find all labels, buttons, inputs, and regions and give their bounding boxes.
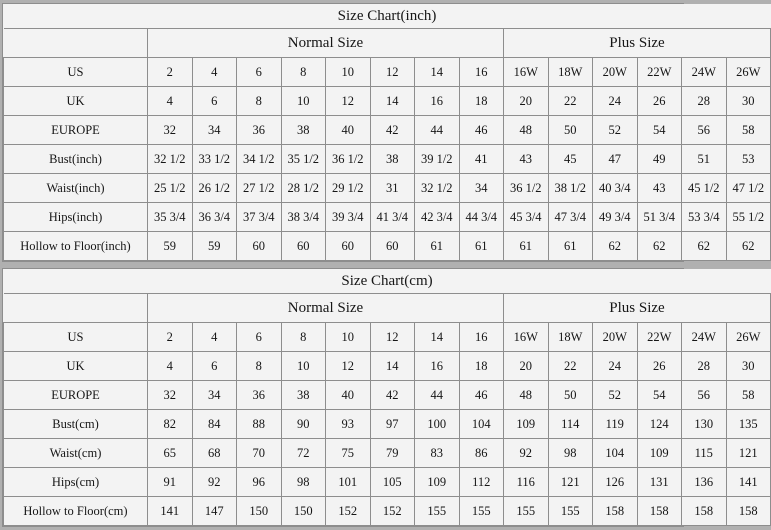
cell: 26W — [726, 323, 771, 352]
cell: 54 — [637, 381, 682, 410]
row-label: Bust(cm) — [4, 410, 148, 439]
table-row — [4, 323, 771, 352]
cell: 150 — [237, 497, 282, 526]
cell: 84 — [192, 410, 237, 439]
cell: 54 — [637, 116, 682, 145]
table-row — [4, 145, 771, 174]
cell: 28 — [682, 352, 727, 381]
cell: 42 — [370, 381, 415, 410]
cell: 141 — [726, 468, 771, 497]
row-label: Hollow to Floor(inch) — [4, 232, 148, 261]
cell: 52 — [593, 381, 638, 410]
row-label: Waist(inch) — [4, 174, 148, 203]
row-label: Hips(cm) — [4, 468, 148, 497]
cell: 20W — [593, 323, 638, 352]
cell: 8 — [237, 87, 282, 116]
cell: 28 1/2 — [281, 174, 326, 203]
cell: 10 — [281, 352, 326, 381]
cell: 38 — [370, 145, 415, 174]
table-row — [4, 58, 771, 87]
cell: 150 — [281, 497, 326, 526]
cell: 121 — [548, 468, 593, 497]
table-row — [4, 87, 771, 116]
cell: 61 — [504, 232, 549, 261]
cell: 105 — [370, 468, 415, 497]
cell: 22W — [637, 58, 682, 87]
cell: 62 — [637, 232, 682, 261]
cell: 45 3/4 — [504, 203, 549, 232]
cell: 29 1/2 — [326, 174, 371, 203]
cell: 56 — [682, 381, 727, 410]
size-chart-cm — [2, 268, 761, 527]
cell: 45 1/2 — [682, 174, 727, 203]
cell: 38 3/4 — [281, 203, 326, 232]
cell: 32 1/2 — [148, 145, 193, 174]
cell: 65 — [148, 439, 193, 468]
cell: 8 — [281, 323, 326, 352]
cell: 34 — [192, 381, 237, 410]
cell: 30 — [726, 352, 771, 381]
cell: 50 — [548, 116, 593, 145]
cell: 92 — [504, 439, 549, 468]
group-header-blank — [4, 294, 148, 323]
cell: 158 — [637, 497, 682, 526]
table-row — [4, 381, 771, 410]
cell: 50 — [548, 381, 593, 410]
cell: 155 — [548, 497, 593, 526]
cell: 34 — [459, 174, 504, 203]
table-row — [4, 174, 771, 203]
cell: 55 1/2 — [726, 203, 771, 232]
cell: 155 — [415, 497, 460, 526]
cell: 40 — [326, 116, 371, 145]
row-label: UK — [4, 87, 148, 116]
cell: 14 — [415, 58, 460, 87]
cell: 44 — [415, 381, 460, 410]
table-row — [4, 232, 771, 261]
cell: 68 — [192, 439, 237, 468]
cell: 124 — [637, 410, 682, 439]
cell: 46 — [459, 381, 504, 410]
cell: 4 — [192, 323, 237, 352]
size-chart-inch-table — [3, 4, 771, 261]
cell: 16W — [504, 323, 549, 352]
cell: 109 — [415, 468, 460, 497]
cell: 51 — [682, 145, 727, 174]
cell: 28 — [682, 87, 727, 116]
cell: 62 — [682, 232, 727, 261]
cell: 24 — [593, 352, 638, 381]
cell: 155 — [459, 497, 504, 526]
cell: 2 — [148, 58, 193, 87]
cell: 4 — [148, 87, 193, 116]
cell: 141 — [148, 497, 193, 526]
cell: 40 3/4 — [593, 174, 638, 203]
cell: 18W — [548, 58, 593, 87]
cell: 136 — [682, 468, 727, 497]
cell: 20 — [504, 352, 549, 381]
cell: 37 3/4 — [237, 203, 282, 232]
cell: 56 — [682, 116, 727, 145]
cell: 24W — [682, 58, 727, 87]
cell: 104 — [593, 439, 638, 468]
cell: 116 — [504, 468, 549, 497]
cell: 43 — [637, 174, 682, 203]
cell: 52 — [593, 116, 638, 145]
row-label: Hollow to Floor(cm) — [4, 497, 148, 526]
table-row — [4, 410, 771, 439]
cell: 16 — [415, 352, 460, 381]
table-row — [4, 497, 771, 526]
cell: 22 — [548, 87, 593, 116]
row-label: US — [4, 323, 148, 352]
size-chart-cm-table — [3, 269, 771, 526]
cell: 104 — [459, 410, 504, 439]
cell: 39 3/4 — [326, 203, 371, 232]
cell: 42 — [370, 116, 415, 145]
cell: 24W — [682, 323, 727, 352]
row-label: EUROPE — [4, 381, 148, 410]
cell: 44 3/4 — [459, 203, 504, 232]
cell: 155 — [504, 497, 549, 526]
cell: 10 — [281, 87, 326, 116]
cell: 75 — [326, 439, 371, 468]
cell: 35 3/4 — [148, 203, 193, 232]
cell: 147 — [192, 497, 237, 526]
cell: 158 — [726, 497, 771, 526]
group-header-normal: Normal Size — [148, 294, 504, 323]
cell: 126 — [593, 468, 638, 497]
cell: 12 — [370, 323, 415, 352]
cell: 27 1/2 — [237, 174, 282, 203]
cell: 10 — [326, 323, 371, 352]
cell: 60 — [281, 232, 326, 261]
row-label: Hips(inch) — [4, 203, 148, 232]
table-row — [4, 439, 771, 468]
table-row — [4, 352, 771, 381]
cell: 152 — [370, 497, 415, 526]
cell: 26 1/2 — [192, 174, 237, 203]
group-header-plus: Plus Size — [504, 294, 771, 323]
cell: 109 — [637, 439, 682, 468]
cell: 79 — [370, 439, 415, 468]
cell: 30 — [726, 87, 771, 116]
cell: 12 — [326, 87, 371, 116]
cell: 61 — [459, 232, 504, 261]
cell: 152 — [326, 497, 371, 526]
cell: 32 — [148, 381, 193, 410]
cell: 47 3/4 — [548, 203, 593, 232]
row-label: EUROPE — [4, 116, 148, 145]
table-row — [4, 468, 771, 497]
cell: 135 — [726, 410, 771, 439]
cell: 8 — [281, 58, 326, 87]
cell: 88 — [237, 410, 282, 439]
cell: 61 — [548, 232, 593, 261]
cell: 10 — [326, 58, 371, 87]
table-row-groups — [4, 294, 771, 323]
cell: 59 — [148, 232, 193, 261]
cell: 58 — [726, 381, 771, 410]
cell: 49 3/4 — [593, 203, 638, 232]
cell: 6 — [192, 87, 237, 116]
cell: 36 — [237, 381, 282, 410]
cell: 36 — [237, 116, 282, 145]
cell: 158 — [593, 497, 638, 526]
cell: 22W — [637, 323, 682, 352]
cell: 41 3/4 — [370, 203, 415, 232]
cell: 20 — [504, 87, 549, 116]
cell: 59 — [192, 232, 237, 261]
cell: 24 — [593, 87, 638, 116]
cell: 8 — [237, 352, 282, 381]
cell: 18 — [459, 352, 504, 381]
cell: 121 — [726, 439, 771, 468]
cell: 36 1/2 — [504, 174, 549, 203]
cell: 14 — [370, 352, 415, 381]
cell: 109 — [504, 410, 549, 439]
cell: 53 — [726, 145, 771, 174]
cell: 51 3/4 — [637, 203, 682, 232]
row-label: Bust(inch) — [4, 145, 148, 174]
chart-title: Size Chart(cm) — [4, 269, 771, 294]
cell: 101 — [326, 468, 371, 497]
cell: 60 — [326, 232, 371, 261]
cell: 98 — [281, 468, 326, 497]
cell: 20W — [593, 58, 638, 87]
table-row-groups — [4, 29, 771, 58]
cell: 49 — [637, 145, 682, 174]
cell: 26 — [637, 352, 682, 381]
group-header-plus: Plus Size — [504, 29, 771, 58]
cell: 45 — [548, 145, 593, 174]
cell: 2 — [148, 323, 193, 352]
cell: 100 — [415, 410, 460, 439]
cell: 83 — [415, 439, 460, 468]
cell: 16 — [459, 323, 504, 352]
cell: 33 1/2 — [192, 145, 237, 174]
cell: 12 — [370, 58, 415, 87]
table-row-title — [4, 4, 771, 29]
cell: 12 — [326, 352, 371, 381]
cell: 34 1/2 — [237, 145, 282, 174]
cell: 16 — [459, 58, 504, 87]
chart-separator — [2, 263, 684, 268]
cell: 36 1/2 — [326, 145, 371, 174]
row-label: Waist(cm) — [4, 439, 148, 468]
cell: 34 — [192, 116, 237, 145]
cell: 96 — [237, 468, 282, 497]
cell: 16 — [415, 87, 460, 116]
cell: 42 3/4 — [415, 203, 460, 232]
row-label: UK — [4, 352, 148, 381]
cell: 61 — [415, 232, 460, 261]
cell: 4 — [192, 58, 237, 87]
cell: 6 — [192, 352, 237, 381]
cell: 72 — [281, 439, 326, 468]
cell: 38 — [281, 381, 326, 410]
cell: 32 — [148, 116, 193, 145]
cell: 46 — [459, 116, 504, 145]
cell: 14 — [370, 87, 415, 116]
cell: 91 — [148, 468, 193, 497]
cell: 82 — [148, 410, 193, 439]
cell: 62 — [593, 232, 638, 261]
cell: 86 — [459, 439, 504, 468]
cell: 26 — [637, 87, 682, 116]
cell: 119 — [593, 410, 638, 439]
cell: 114 — [548, 410, 593, 439]
group-header-blank — [4, 29, 148, 58]
cell: 44 — [415, 116, 460, 145]
cell: 40 — [326, 381, 371, 410]
chart-title: Size Chart(inch) — [4, 4, 771, 29]
cell: 38 — [281, 116, 326, 145]
cell: 18 — [459, 87, 504, 116]
cell: 112 — [459, 468, 504, 497]
cell: 6 — [237, 58, 282, 87]
table-row — [4, 203, 771, 232]
cell: 41 — [459, 145, 504, 174]
cell: 97 — [370, 410, 415, 439]
cell: 25 1/2 — [148, 174, 193, 203]
cell: 22 — [548, 352, 593, 381]
cell: 131 — [637, 468, 682, 497]
cell: 62 — [726, 232, 771, 261]
cell: 31 — [370, 174, 415, 203]
cell: 60 — [237, 232, 282, 261]
table-row — [4, 116, 771, 145]
cell: 26W — [726, 58, 771, 87]
cell: 58 — [726, 116, 771, 145]
cell: 158 — [682, 497, 727, 526]
cell: 90 — [281, 410, 326, 439]
cell: 36 3/4 — [192, 203, 237, 232]
cell: 35 1/2 — [281, 145, 326, 174]
cell: 70 — [237, 439, 282, 468]
cell: 48 — [504, 381, 549, 410]
cell: 48 — [504, 116, 549, 145]
cell: 18W — [548, 323, 593, 352]
cell: 16W — [504, 58, 549, 87]
cell: 92 — [192, 468, 237, 497]
cell: 4 — [148, 352, 193, 381]
table-row-title — [4, 269, 771, 294]
cell: 43 — [504, 145, 549, 174]
row-label: US — [4, 58, 148, 87]
cell: 53 3/4 — [682, 203, 727, 232]
cell: 98 — [548, 439, 593, 468]
cell: 39 1/2 — [415, 145, 460, 174]
cell: 38 1/2 — [548, 174, 593, 203]
cell: 115 — [682, 439, 727, 468]
cell: 14 — [415, 323, 460, 352]
cell: 130 — [682, 410, 727, 439]
cell: 47 1/2 — [726, 174, 771, 203]
group-header-normal: Normal Size — [148, 29, 504, 58]
cell: 47 — [593, 145, 638, 174]
cell: 6 — [237, 323, 282, 352]
size-chart-inch — [2, 3, 765, 262]
cell: 93 — [326, 410, 371, 439]
cell: 60 — [370, 232, 415, 261]
cell: 32 1/2 — [415, 174, 460, 203]
